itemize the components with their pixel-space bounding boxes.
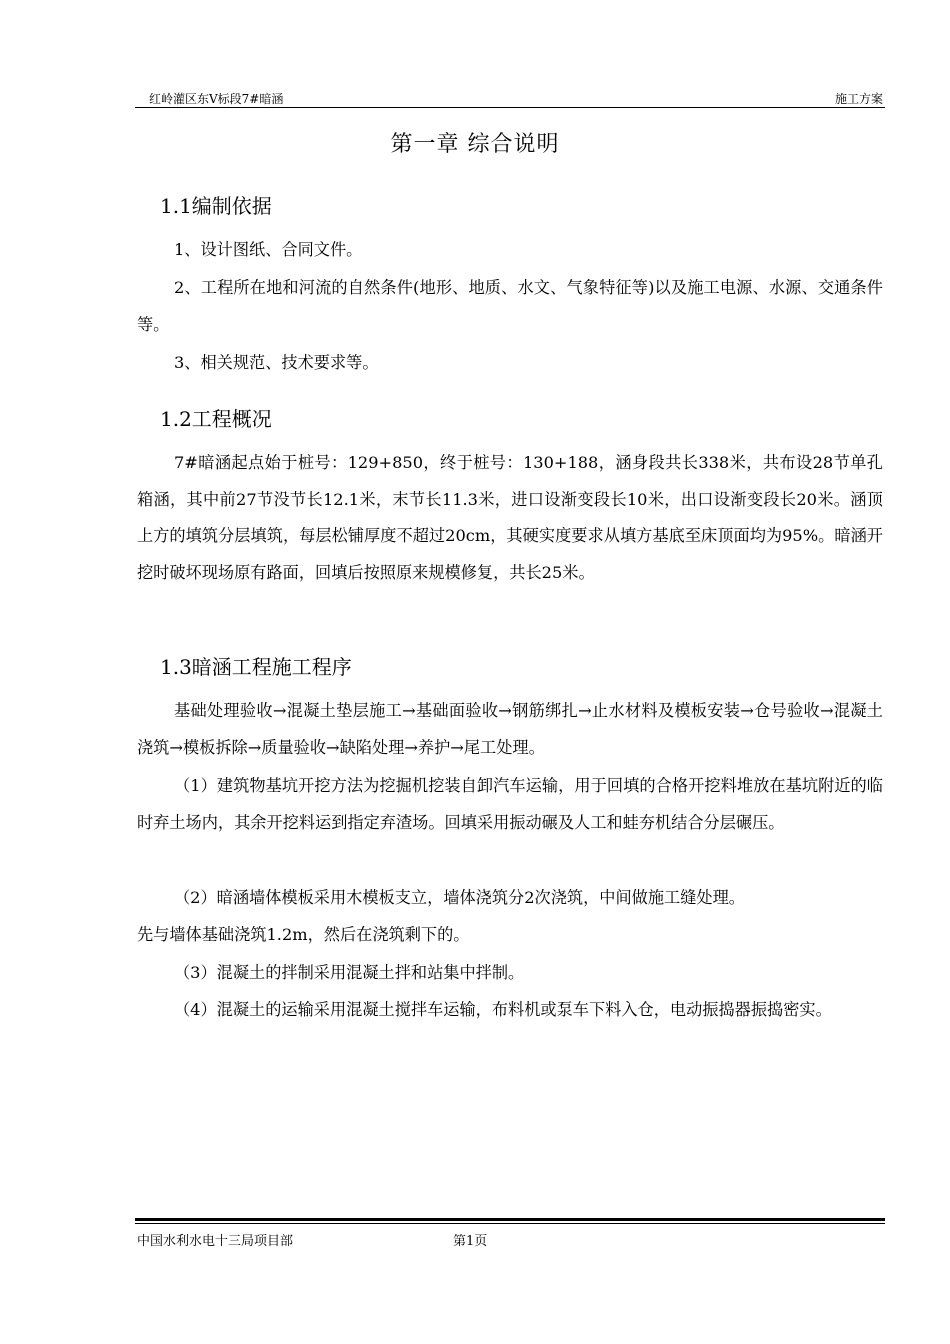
footer-rule-thin <box>135 1223 885 1224</box>
section-heading-1-2: 1.2工程概况 <box>160 407 272 431</box>
header-rule <box>135 107 885 108</box>
procedure-item-1: （1）建筑物基坑开挖方法为挖掘机挖装自卸汽车运输，用于回填的合格开挖料堆放在基坑附近的临时弃土场内，其余开挖料运到指定弃渣场。回填采用振动碾及人工和蛙夯机结合分层碾压。 <box>137 776 883 832</box>
procedure-item-3: （3）混凝土的拌制采用混凝土拌和站集中拌制。 <box>174 963 525 982</box>
procedure-item-4: （4）混凝土的运输采用混凝土搅拌车运输，布料机或泵车下料入仓，电动振捣器振捣密实。 <box>174 1000 832 1019</box>
section-heading-1-3: 1.3暗涵工程施工程序 <box>160 655 352 679</box>
header-doc-type: 施工方案 <box>834 92 883 106</box>
procedure-flow: 基础处理验收→混凝土垫层施工→基础面验收→钢筋绑扎→止水材料及模板安装→仓号验收→混凝土浇筑→模板拆除→质量验收→缺陷处理→养护→尾工处理。 <box>137 701 883 757</box>
footer-organization: 中国水利水电十三局项目部 <box>137 1234 294 1249</box>
section-heading-1-1: 1.1编制依据 <box>160 194 272 218</box>
header-project-name: 红岭灌区东Ⅴ标段7#暗涵 <box>149 92 284 106</box>
chapter-title: 第一章 综合说明 <box>390 132 560 157</box>
overview-paragraph: 7#暗涵起点始于桩号：129+850，终于桩号：130+188，涵身段共长338米，共布设28节单孔箱涵，其中前27节没节长12.1米，末节长11.3米，进口设渐变段长10米，出口设渐变段长20米。涵顶上方的填筑分层填筑，每层松铺厚度不超过20cm，其硬实度要求从填方基底至床顶面均为95%。暗涵开挖时破坏现场原有路面，回填后按照原来规模修复，共长25米。 <box>137 453 883 582</box>
footer-page-number: 第1页 <box>453 1234 488 1249</box>
basis-item-2: 2、工程所在地和河流的自然条件(地形、地质、水文、气象特征等)以及施工电源、水源、交通条件等。 <box>137 278 883 334</box>
footer-rule-thick <box>135 1218 885 1221</box>
procedure-item-2-cont: 先与墙体基础浇筑1.2m，然后在浇筑剩下的。 <box>137 925 470 944</box>
basis-item-1: 1、设计图纸、合同文件。 <box>174 240 363 259</box>
basis-item-3: 3、相关规范、技术要求等。 <box>174 353 379 372</box>
procedure-item-2: （2）暗涵墙体模板采用木模板支立，墙体浇筑分2次浇筑，中间做施工缝处理。 <box>174 888 745 907</box>
